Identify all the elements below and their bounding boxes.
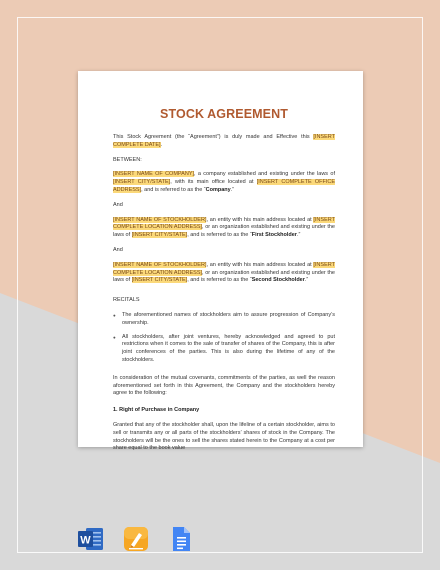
stockholder-name-field: [INSERT NAME OF STOCKHOLDER] <box>113 216 207 223</box>
intro-end: . <box>160 141 163 148</box>
word-letter: W <box>80 534 91 547</box>
pages-icon[interactable] <box>123 526 149 552</box>
city-state-field: [INSERT CITY/STATE] <box>131 277 188 284</box>
and-label: And <box>113 201 123 208</box>
text: , and is referred to as the “ <box>187 277 252 284</box>
text: , a company established and existing under the laws of <box>194 171 335 178</box>
office-address-field: [INSERT COMPLETE OFFICE ADDRESS] <box>113 179 335 193</box>
text: , with its main office located at <box>170 179 257 186</box>
between-label: BETWEEN: <box>113 156 142 163</box>
text: , or an organization established and existing under the laws of <box>113 224 335 239</box>
consideration-paragraph: In consideration of the mutual covenants, commitments of the parties, as well the reason aforementioned set forth in this Agreement, the Company and the stockholders hereby agree to the following: <box>113 374 335 397</box>
text: , or an organization established and existing under the laws of <box>113 269 335 284</box>
location-address-field: [INSERT COMPLETE LOCATION ADDRESS] <box>113 261 335 276</box>
document-page <box>78 71 363 452</box>
text: , an entity with his main address located at <box>206 216 314 223</box>
company-name-field: [INSERT NAME OF COMPANY] <box>113 171 194 178</box>
party-company-paragraph <box>113 171 335 194</box>
document-title: STOCK AGREEMENT <box>160 107 288 121</box>
text: , an entity with his main address located at <box>206 261 314 268</box>
text: .” <box>304 277 309 284</box>
section-paragraph: Granted that any of the stockholder shall, upon the lifeline of a certain stockholder, aims to sell or transmits any or all parts of the stockholders’ shares of stock in the Company. The stockholders will be the ones to sell the shares stated herein to the Company at a cost per share equal to the book value <box>113 421 335 452</box>
second-stockholder-term: Second Stockholder <box>251 277 305 284</box>
recitals-list <box>113 312 335 365</box>
section-heading: 1. Right of Purchase in Company <box>113 407 200 414</box>
party-second-stockholder-paragraph <box>113 262 335 285</box>
text: .” <box>230 186 235 193</box>
and-label: And <box>113 246 123 253</box>
recitals-heading: RECITALS <box>113 297 140 304</box>
location-address-field: [INSERT COMPLETE LOCATION ADDRESS] <box>113 216 335 231</box>
company-term: Company <box>205 186 231 193</box>
list-item: ● All stockholders, after joint ventures, hereby acknowledged and agreed to put restrictions when it comes to the sale of transfer of shares of the Company, this is after joint conferences of the parties. This is also during the lifetime of any of the stockholders. <box>113 334 335 365</box>
party-first-stockholder-paragraph <box>113 217 335 240</box>
city-state-field: [INSERT CITY/STATE] <box>131 232 188 239</box>
intro-text: This Stock Agreement (the “Agreement”) is duly made and Effective this <box>113 134 314 140</box>
format-icons <box>78 526 194 552</box>
text: , and is referred to as the “ <box>187 232 252 239</box>
city-state-field: [INSERT CITY/STATE] <box>113 179 171 186</box>
intro-paragraph <box>113 134 335 150</box>
list-item: ● The aforementioned names of stockholders aim to assure progression of Company’s ownership. <box>113 312 335 328</box>
stockholder-name-field: [INSERT NAME OF STOCKHOLDER] <box>113 261 207 268</box>
text: , and is referred to as the “ <box>141 186 206 193</box>
date-field: [INSERT COMPLETE DATE] <box>113 134 335 148</box>
word-icon[interactable] <box>78 526 104 552</box>
first-stockholder-term: First Stockholder <box>251 232 297 239</box>
google-docs-icon[interactable] <box>168 526 194 552</box>
text: .” <box>296 232 301 239</box>
